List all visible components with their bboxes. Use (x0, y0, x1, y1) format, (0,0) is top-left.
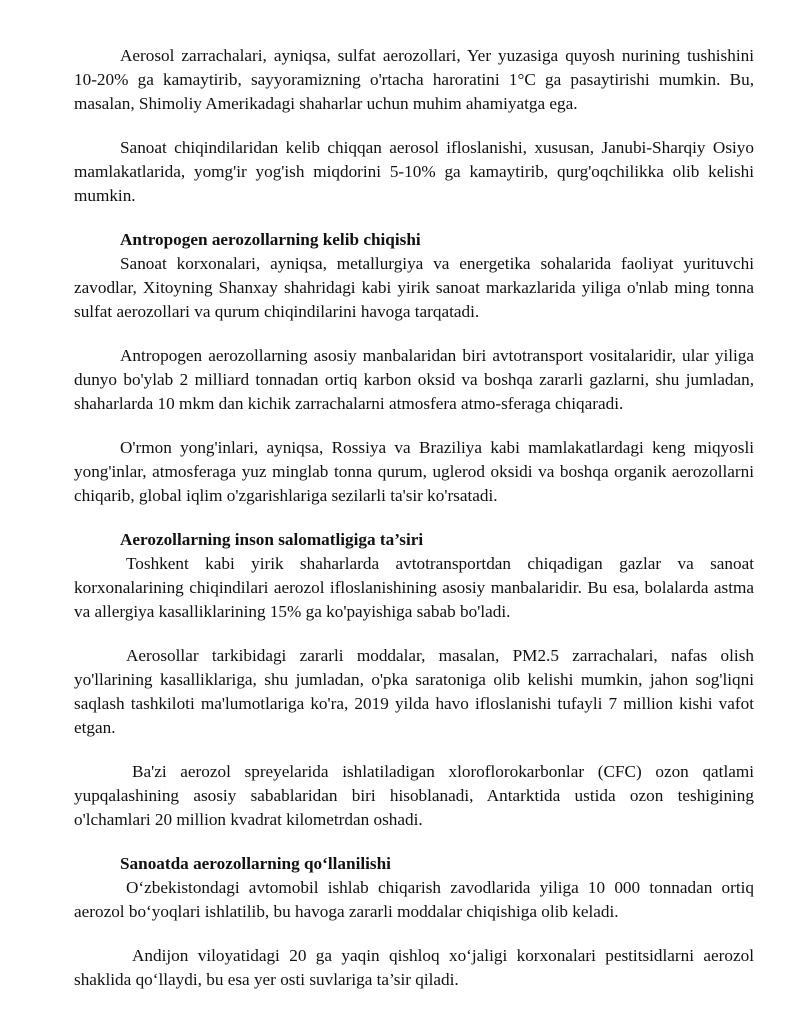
paragraph-andijon: Andijon viloyatidagi 20 ga yaqin qishloq xo‘jaligi korxonalari pestitsidlarni aerozol shaklida qo‘llaydi, bu esa yer osti suvlariga ta’sir qiladi. (74, 946, 754, 989)
document-page (74, 44, 754, 1012)
paragraph-forest-fires: O'rmon yong'inlari, ayniqsa, Rossiya va Braziliya kabi mamlakatlardagi keng miqyosli yong'inlar, atmosferaga yuz minglab tonna qurum, uglerod oksidi va boshqa organik aerozollarni chiqarib, global iqlim o'zgarishlariga sezilarli ta'sir ko'rsatadi. (74, 438, 754, 505)
paragraph-sulfate-aerosols: Aerosol zarrachalari, ayniqsa, sulfat aerozollari, Yer yuzasiga quyosh nurining tushishini 10-20% ga kamaytirib, sayyoramizning o'rtacha haroratini 1°C ga pasaytirishi mumkin. Bu, masalan, Shimoliy Amerikadagi shaharlar uchun muhim ahamiyatga ega. (74, 46, 754, 113)
paragraph-industrial-pollution: Sanoat chiqindilaridan kelib chiqqan aerosol ifloslanishi, xususan, Janubi-Sharqiy Osiyo mamlakatlarida, yomg'ir yog'ish miqdorini 5-10% ga kamaytirib, qurg'oqchilikka olib kelishi mumkin. (74, 138, 754, 205)
heading-industrial-use: Sanoatda aerozollarning qo‘llanilishi (120, 854, 391, 873)
paragraph-transport: Antropogen aerozollarning asosiy manbalaridan biri avtotransport vositalaridir, ular yiliga dunyo bo'ylab 2 milliard tonnadan ortiq karbon oksid va boshqa zararli gazlarni, shu jumladan, shaharlarda 10 mkm dan kichik zarrachalarni atmosfera atmo-sferaga chiqaradi. (74, 346, 754, 413)
paragraph-tashkent: Toshkent kabi yirik shaharlarda avtotransportdan chiqadigan gazlar va sanoat korxonalarining chiqindilari aerozol ifloslanishining asosiy manbalaridir. Bu esa, bolalarda astma va allergiya kasalliklarining 15% ga ko'payishiga sabab bo'ladi. (74, 554, 754, 621)
heading-anthropogen-origin: Antropogen aerozollarning kelib chiqishi (120, 230, 421, 249)
paragraph-cfc: Ba'zi aerozol spreyelarida ishlatiladigan xloroflorokarbonlar (CFC) ozon qatlami yupqalashining asosiy sabablaridan biri hisoblanadi, Antarktida ustida ozon teshigining o'lchamlari 20 million kvadrat kilometrdan oshadi. (74, 762, 754, 829)
paragraph-industrial-plants: Sanoat korxonalari, ayniqsa, metallurgiya va energetika sohalarida faoliyat yurituvchi zavodlar, Xitoyning Shanxay shahridagi kabi yirik sanoat markazlarida yiliga o'nlab ming tonna sulfat aerozollari va qurum chiqindilarini havoga tarqatadi. (74, 254, 754, 321)
paragraph-uzbekistan-auto: O‘zbekistondagi avtomobil ishlab chiqarish zavodlarida yiliga 10 000 tonnadan ortiq aerozol bo‘yoqlari ishlatilib, bu havoga zararli moddalar chiqishiga olib keladi. (74, 878, 754, 921)
heading-health-impact: Aerozollarning inson salomatligiga ta’siri (120, 530, 424, 549)
paragraph-pm25: Aerosollar tarkibidagi zararli moddalar, masalan, PM2.5 zarrachalari, nafas olish yo'llarining kasalliklariga, shu jumladan, o'pka saratoniga olib kelishi mumkin, jahon sog'liqni saqlash tashkiloti ma'lumotlariga ko'ra, 2019 yilda havo ifloslanishi tufayli 7 million kishi vafot etgan. (74, 646, 754, 737)
